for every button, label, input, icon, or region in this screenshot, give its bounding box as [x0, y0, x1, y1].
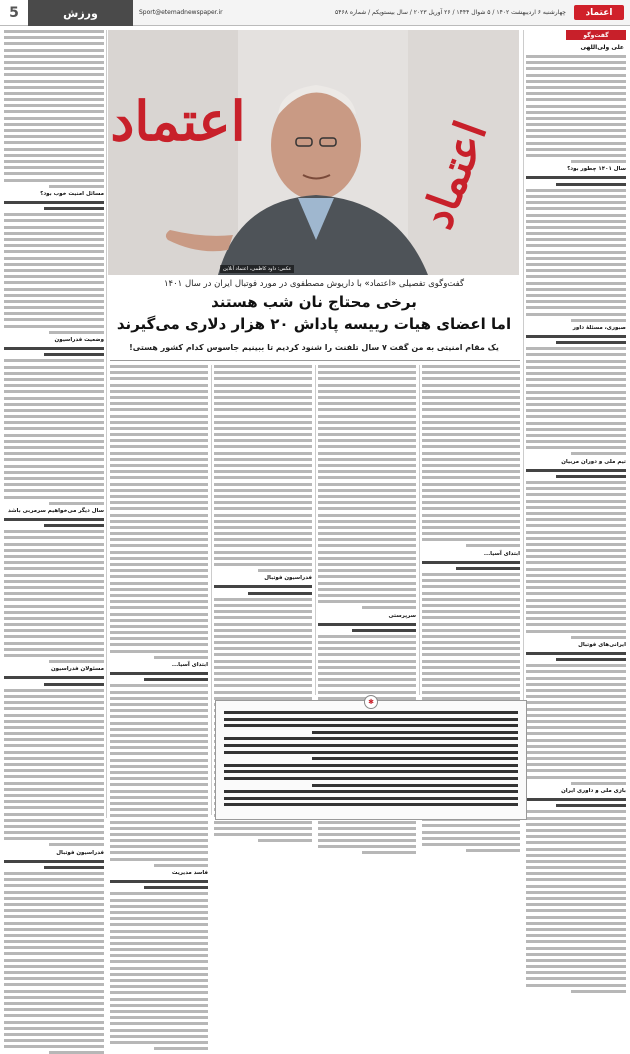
- center-column-4: [110, 365, 208, 876]
- center-column-3: [214, 365, 312, 695]
- masthead: [0, 0, 630, 26]
- left-subhead: مسائل امنیت خوب بود؟: [40, 190, 104, 197]
- date-line: چهارشنبه ۶ اردیبهشت ۱۴۰۲ / ۵ شوال ۱۴۴۴ / ۲۶ آوریل ۲۰۲۳ / سال بیستویکم / شماره ۵۴۶۸: [335, 9, 566, 16]
- column-divider: [211, 365, 212, 815]
- right-subhead: صبوری، مسئلهٔ داور: [572, 324, 626, 331]
- center-subhead: ابتدای آسیا...: [171, 662, 208, 668]
- center-subhead: ابتدای آسیا...: [483, 550, 520, 557]
- left-subhead: فدراسیون فوتبال: [56, 849, 104, 856]
- center-subhead: سرپرستی: [388, 612, 416, 619]
- svg-text:اعتماد: اعتماد: [411, 114, 498, 236]
- right-subhead: تیم ملی و دوران مربیان: [561, 458, 626, 465]
- center-column-2: [318, 365, 416, 695]
- column-divider: [315, 365, 316, 695]
- pull-quote-lines: [224, 711, 518, 815]
- newspaper-logo: اعتماد: [574, 5, 624, 20]
- column-divider: [419, 365, 420, 695]
- photo-illustration: [108, 30, 519, 275]
- left-column-body: [4, 30, 104, 856]
- left-subhead: وضعیت فدراسیون: [54, 337, 104, 343]
- right-subhead: سال ۱۴۰۱ چطور بود؟: [567, 166, 626, 173]
- interview-photo: [108, 30, 519, 275]
- author-name: علی ولی‌اللهی: [580, 44, 624, 51]
- headline-kicker: گفت‌وگوی تفصیلی «اعتماد» با داریوش مصطفوی در مورد فوتبال ایران در سال ۱۴۰۱: [163, 279, 465, 289]
- asterisk-icon: ✱: [364, 695, 378, 709]
- section-title: ورزش: [28, 0, 133, 26]
- headline-divider: [110, 360, 520, 361]
- headline-line-2: اما اعضای هیات رییسه پاداش ۲۰ هزار دلاری می‌گیرند: [116, 315, 512, 333]
- center-subhead: فدراسیون فوتبال: [264, 575, 312, 582]
- page-number: 5: [0, 0, 28, 26]
- center-column-1: [422, 365, 520, 695]
- center-subhead: فاسد مدیریت: [171, 870, 208, 876]
- right-subhead: ایرانی‌های فوتبال: [578, 641, 626, 648]
- interview-label: گفت‌وگو: [566, 30, 626, 40]
- right-subhead: بازی ملی و داوری ایران: [561, 788, 626, 794]
- left-subhead: مسئولان فدراسیون: [50, 666, 104, 673]
- photo-caption: عکس: داود کاظمی، اعتماد آنلاین: [220, 265, 294, 273]
- headline-line-1: برخی محتاج نان شب هستند: [211, 293, 417, 311]
- pull-quote-box: [215, 700, 527, 820]
- section-email[interactable]: Sport@etemadnewspaper.ir: [139, 9, 223, 16]
- column-divider: [106, 30, 107, 818]
- right-column-body: [526, 55, 626, 817]
- svg-text:اعتماد: اعتماد: [110, 89, 246, 153]
- headline-subtitle: یک مقام امنیتی به من گفت ۷ سال تلفنت را شنود کردیم تا ببینیم جاسوس کدام کشور هستی!: [129, 343, 499, 352]
- masthead-info: [133, 0, 630, 26]
- left-subhead: سال دیگر می‌خواهیم سرمربی باشد: [7, 507, 104, 514]
